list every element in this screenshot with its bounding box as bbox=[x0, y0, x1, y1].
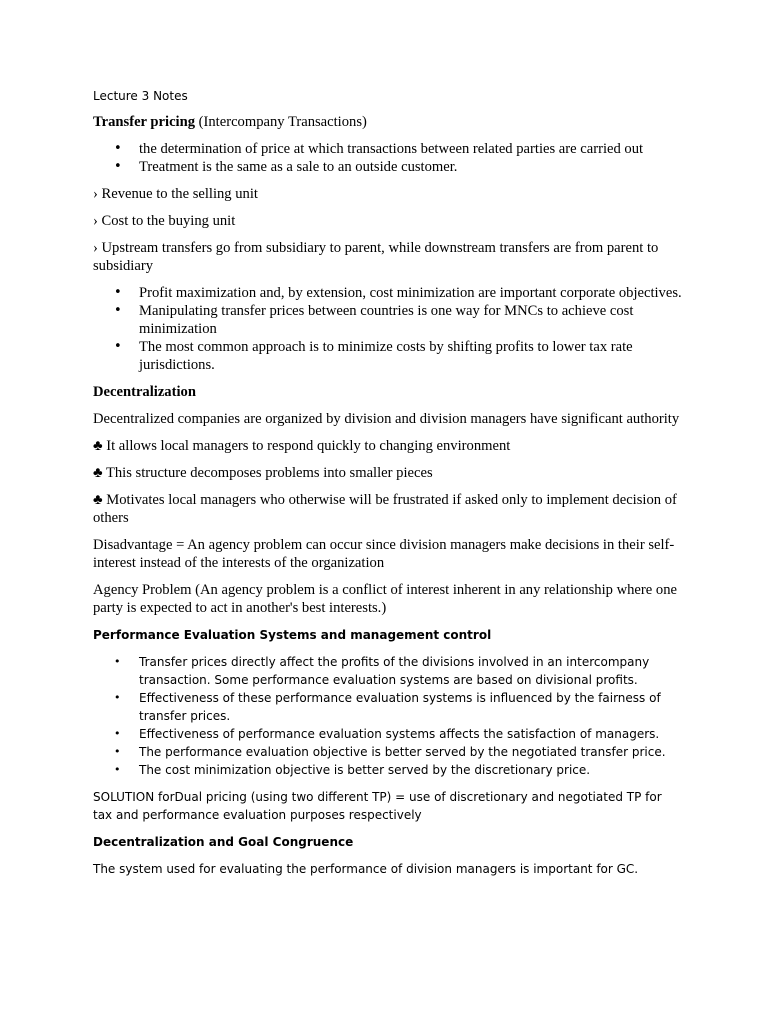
transfer-pricing-heading-rest: (Intercompany Transactions) bbox=[195, 114, 367, 130]
list-item: • Effectiveness of performance evaluation systems affects the satisfaction of managers. bbox=[93, 725, 683, 743]
decentralization-heading: Decentralization bbox=[93, 384, 196, 400]
list-item: • the determination of price at which transactions between related parties are carried out bbox=[93, 140, 683, 158]
transfer-pricing-heading bbox=[93, 113, 683, 131]
goal-congruence-heading: Decentralization and Goal Congruence bbox=[93, 835, 354, 849]
performance-bullet-list bbox=[93, 653, 683, 779]
agency-problem-paragraph: Agency Problem (An agency problem is a conflict of interest inherent in any relationship where one party is expected to act in another's best interests.) bbox=[93, 582, 677, 616]
list-item: • Profit maximization and, by extension, cost minimization are important corporate objectives. bbox=[93, 284, 683, 302]
club-point: ♣ It allows local managers to respond quickly to changing environment bbox=[93, 438, 511, 454]
list-item: • The most common approach is to minimize costs by shifting profits to lower tax rate jurisdictions. bbox=[93, 338, 683, 374]
list-item: • The performance evaluation objective is better served by the negotiated transfer price. bbox=[93, 743, 683, 761]
solution-paragraph: SOLUTION forDual pricing (using two different TP) = use of discretionary and negotiated TP for tax and performance evaluation purposes respectively bbox=[93, 790, 662, 822]
club-point: ♣ Motivates local managers who otherwise will be frustrated if asked only to implement decision of others bbox=[93, 492, 677, 526]
list-item: • Manipulating transfer prices between countries is one way for MNCs to achieve cost minimization bbox=[93, 302, 683, 338]
lecture-title: Lecture 3 Notes bbox=[93, 89, 188, 103]
decentralization-intro: Decentralized companies are organized by division and division managers have significant authority bbox=[93, 411, 680, 427]
list-item: • Transfer prices directly affect the profits of the divisions involved in an intercompany transaction. Some performance evaluation systems are based on divisional profits. bbox=[93, 653, 683, 689]
goal-congruence-text: The system used for evaluating the performance of division managers is important for GC. bbox=[93, 862, 639, 876]
arrow-line-revenue: › Revenue to the selling unit bbox=[93, 186, 258, 202]
transfer-pricing-heading-bold: Transfer pricing bbox=[93, 114, 196, 130]
transfer-pricing-objectives-list bbox=[93, 284, 683, 374]
list-item: • Effectiveness of these performance evaluation systems is influenced by the fairness of transfer prices. bbox=[93, 689, 683, 725]
disadvantage-paragraph: Disadvantage = An agency problem can occur since division managers make decisions in their self-interest instead of the interests of the organization bbox=[93, 537, 675, 571]
document-page bbox=[93, 87, 683, 887]
list-item: • Treatment is the same as a sale to an outside customer. bbox=[93, 158, 683, 176]
performance-heading: Performance Evaluation Systems and management control bbox=[93, 628, 492, 642]
list-item: • The cost minimization objective is better served by the discretionary price. bbox=[93, 761, 683, 779]
transfer-pricing-bullet-list bbox=[93, 140, 683, 176]
arrow-line-cost: › Cost to the buying unit bbox=[93, 213, 236, 229]
arrow-line-upstream: › Upstream transfers go from subsidiary to parent, while downstream transfers are from parent to subsidiary bbox=[93, 240, 659, 274]
club-point: ♣ This structure decomposes problems into smaller pieces bbox=[93, 465, 433, 481]
